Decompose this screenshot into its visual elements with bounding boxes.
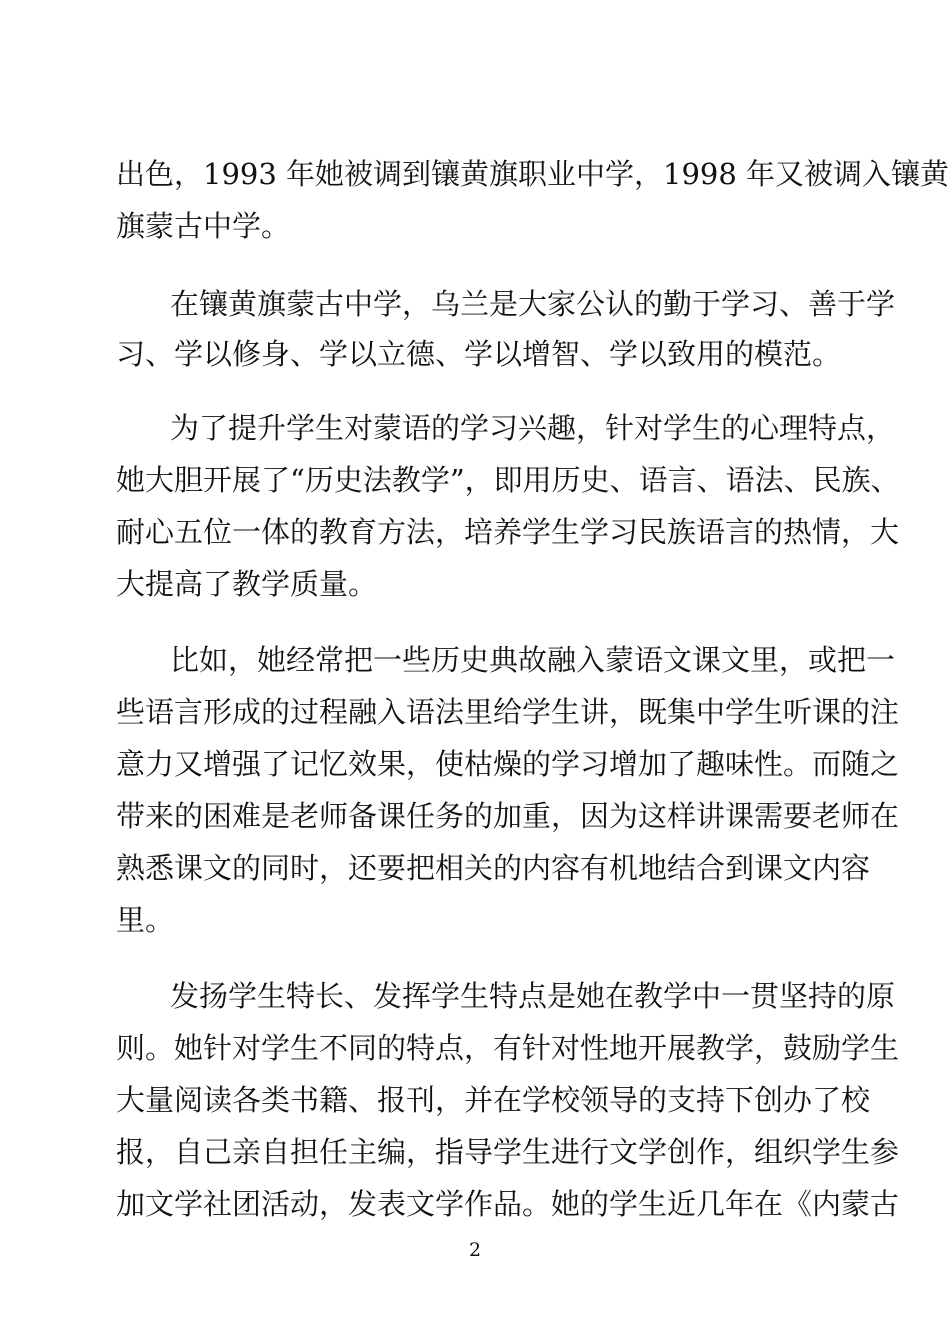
paragraph-line: 里。 <box>116 903 175 937</box>
paragraph-line: 习、学以修身、学以立德、学以增智、学以致用的模范。 <box>116 337 842 371</box>
paragraph-line: 报，自己亲自担任主编，指导学生进行文学创作，组织学生参 <box>116 1135 900 1169</box>
paragraph-line: 带来的困难是老师备课任务的加重，因为这样讲课需要老师在 <box>116 799 900 833</box>
paragraph-line: 大量阅读各类书籍、报刊，并在学校领导的支持下创办了校 <box>116 1083 871 1117</box>
paragraph-line: 加文学社团活动，发表文学作品。她的学生近几年在《内蒙古 <box>116 1187 900 1221</box>
paragraph-line: 大提高了教学质量。 <box>116 567 378 601</box>
paragraph-line: 为了提升学生对蒙语的学习兴趣，针对学生的心理特点， <box>170 411 896 445</box>
paragraph-line: 出色，1993 年她被调到镶黄旗职业中学，1998 年又被调入镶黄 <box>116 157 950 191</box>
paragraph-line: 熟悉课文的同时，还要把相关的内容有机地结合到课文内容 <box>116 851 871 885</box>
paragraph-line: 些语言形成的过程融入语法里给学生讲，既集中学生听课的注 <box>116 695 900 729</box>
paragraph-line: 她大胆开展了“历史法教学”，即用历史、语言、语法、民族、 <box>116 463 900 497</box>
paragraph-line: 在镶黄旗蒙古中学，乌兰是大家公认的勤于学习、善于学 <box>170 287 896 321</box>
paragraph-line: 比如，她经常把一些历史典故融入蒙语文课文里，或把一 <box>170 643 896 677</box>
paragraph-line: 意力又增强了记忆效果，使枯燥的学习增加了趣味性。而随之 <box>116 747 900 781</box>
page-number: 2 <box>468 1239 482 1261</box>
paragraph-line: 发扬学生特长、发挥学生特点是她在教学中一贯坚持的原 <box>170 979 896 1013</box>
paragraph-line: 则。她针对学生不同的特点，有针对性地开展教学，鼓励学生 <box>116 1031 900 1065</box>
paragraph-line: 耐心五位一体的教育方法，培养学生学习民族语言的热情，大 <box>116 515 900 549</box>
paragraph-line: 旗蒙古中学。 <box>116 209 291 243</box>
